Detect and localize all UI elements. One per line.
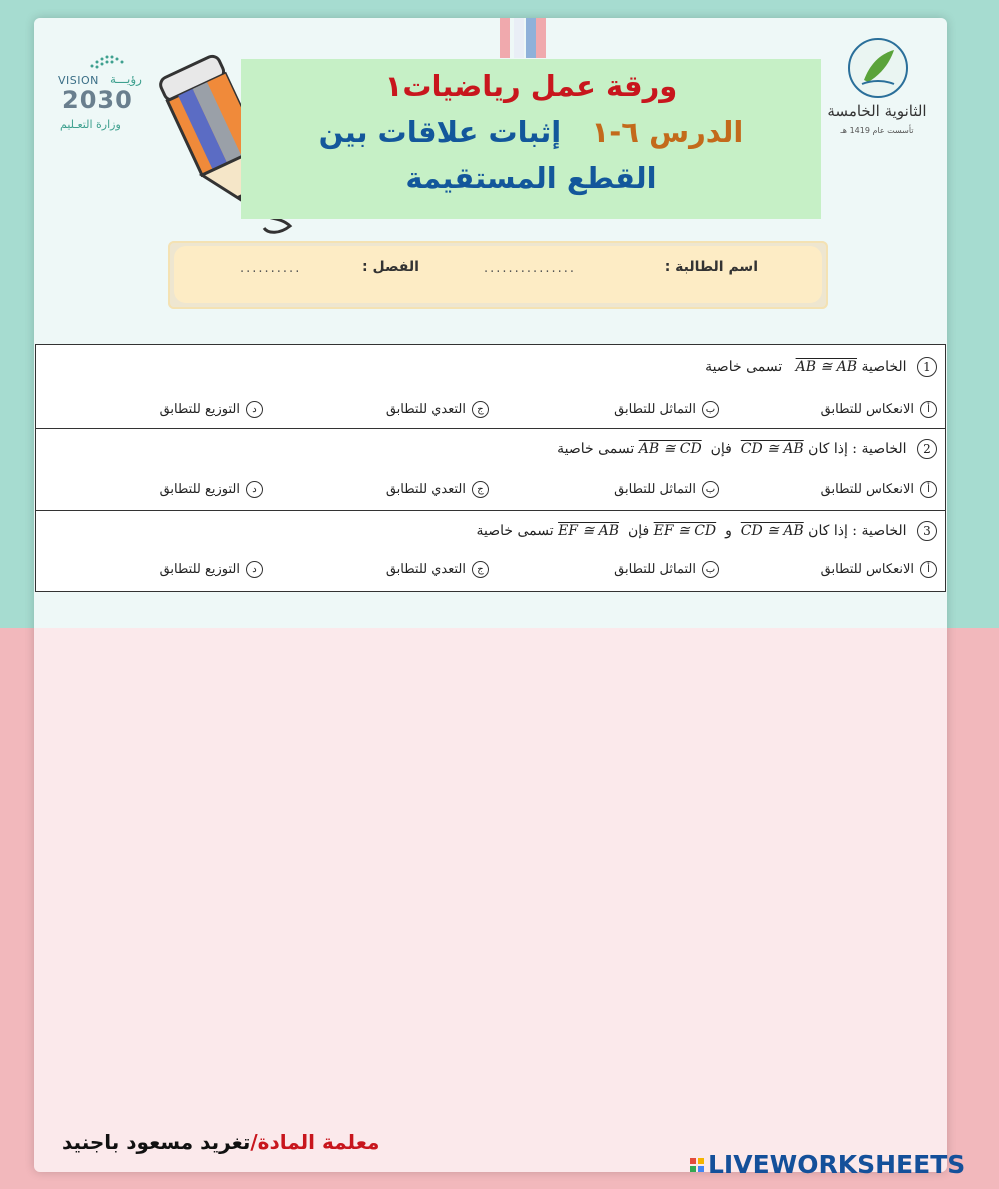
liveworksheets-brand[interactable] xyxy=(690,1150,965,1179)
option-label: التعدي للتطابق xyxy=(385,562,466,577)
option-bubble[interactable]: د xyxy=(246,401,263,418)
question-number: 3 xyxy=(917,521,937,541)
option-label: التعدي للتطابق xyxy=(385,402,466,417)
question-text-part: فإن xyxy=(710,441,732,457)
questions-table xyxy=(35,344,946,592)
option-a[interactable] xyxy=(821,481,937,498)
student-name-label: اسم الطالبة : xyxy=(664,259,758,275)
option-label: الانعكاس للتطابق xyxy=(820,482,914,497)
school-logo xyxy=(822,36,932,146)
question-text-part: الخاصية xyxy=(861,359,907,375)
option-bubble[interactable]: ب xyxy=(702,561,719,578)
option-d[interactable] xyxy=(160,561,263,578)
question-text xyxy=(705,357,937,377)
vision-label: VISION xyxy=(58,74,99,87)
question-text-part: فإن xyxy=(627,523,650,539)
option-b[interactable] xyxy=(614,481,719,498)
option-label: التماثل للتطابق xyxy=(614,402,696,417)
math-expression: EF ≅ CD xyxy=(653,523,717,539)
option-c[interactable] xyxy=(386,481,489,498)
option-c[interactable] xyxy=(386,401,489,418)
ministry-label: وزارة التعـليم xyxy=(60,118,121,131)
option-label: الانعكاس للتطابق xyxy=(820,562,914,577)
question-text-part: تسمى خاصية xyxy=(557,441,635,457)
option-bubble[interactable]: د xyxy=(246,481,263,498)
ribbon-stripe xyxy=(536,18,546,58)
math-expression: CD ≅ AB xyxy=(740,523,804,539)
ribbon-stripe xyxy=(500,18,510,58)
option-b[interactable] xyxy=(614,561,719,578)
option-a[interactable] xyxy=(821,401,937,418)
math-expression: AB ≅ AB xyxy=(795,359,858,375)
option-label: التوزيع للتطابق xyxy=(159,562,240,577)
option-a[interactable] xyxy=(821,561,937,578)
lesson-subject: إثبات علاقات بين xyxy=(318,115,562,149)
question-text-part: الخاصية : إذا كان xyxy=(808,523,907,539)
question-1 xyxy=(36,345,945,429)
student-info-box xyxy=(168,241,828,309)
math-expression: CD ≅ AB xyxy=(740,441,804,457)
class-label: الفصل : xyxy=(362,259,419,275)
option-c[interactable] xyxy=(386,561,489,578)
option-label: الانعكاس للتطابق xyxy=(820,402,914,417)
question-number: 1 xyxy=(917,357,937,377)
math-expression: AB ≅ CD xyxy=(638,441,702,457)
option-label: التماثل للتطابق xyxy=(614,562,696,577)
option-bubble[interactable]: ج xyxy=(472,401,489,418)
option-b[interactable] xyxy=(614,401,719,418)
option-label: التماثل للتطابق xyxy=(614,482,696,497)
option-bubble[interactable]: د xyxy=(246,561,263,578)
school-name: الثانوية الخامسة xyxy=(827,102,927,120)
option-d[interactable] xyxy=(160,401,263,418)
ribbon-stripe xyxy=(526,18,536,58)
question-text-part: تسمى خاصية xyxy=(476,523,554,539)
option-bubble[interactable]: ج xyxy=(472,561,489,578)
school-established: تأسست عام 1419 هـ xyxy=(840,126,914,135)
option-bubble[interactable]: ب xyxy=(702,401,719,418)
teacher-name: تغريد مسعود باجنيد xyxy=(62,1130,251,1154)
question-text-part: تسمى خاصية xyxy=(705,359,783,375)
question-text-part: و xyxy=(725,523,732,539)
option-bubble[interactable]: أ xyxy=(920,401,937,418)
student-name-field[interactable]: ............... xyxy=(484,261,576,276)
vision-dots-icon xyxy=(88,52,128,72)
option-label: التوزيع للتطابق xyxy=(159,482,240,497)
option-d[interactable] xyxy=(160,481,263,498)
lesson-subject-line2: القطع المستقيمة xyxy=(405,161,657,195)
option-bubble[interactable]: أ xyxy=(920,481,937,498)
lesson-title xyxy=(241,115,821,149)
lesson-number: الدرس ٦-١ xyxy=(591,115,744,149)
ribbon-stripe xyxy=(514,18,524,58)
question-number: 2 xyxy=(917,439,937,459)
vision-label-ar: رؤيـــة xyxy=(110,72,142,86)
option-bubble[interactable]: ج xyxy=(472,481,489,498)
worksheet-title: ورقة عمل رياضيات١ xyxy=(384,69,678,103)
teacher-credit xyxy=(62,1130,379,1154)
question-text xyxy=(557,439,937,459)
option-label: التوزيع للتطابق xyxy=(159,402,240,417)
question-text-part: الخاصية : إذا كان xyxy=(808,441,907,457)
teacher-label: معلمة المادة/ xyxy=(250,1130,380,1154)
vision-year: 2030 xyxy=(62,86,133,114)
math-expression: EF ≅ AB xyxy=(558,523,620,539)
question-3 xyxy=(36,511,945,591)
liveworksheets-label: LIVEWORKSHEETS xyxy=(708,1150,966,1179)
question-2 xyxy=(36,429,945,511)
school-emblem-icon xyxy=(848,38,908,98)
option-bubble[interactable]: ب xyxy=(702,481,719,498)
class-field[interactable]: .......... xyxy=(240,261,302,276)
liveworksheets-logo-icon xyxy=(690,1158,705,1173)
option-label: التعدي للتطابق xyxy=(385,482,466,497)
option-bubble[interactable]: أ xyxy=(920,561,937,578)
worksheet-title-box xyxy=(241,59,821,219)
question-text xyxy=(476,521,937,541)
